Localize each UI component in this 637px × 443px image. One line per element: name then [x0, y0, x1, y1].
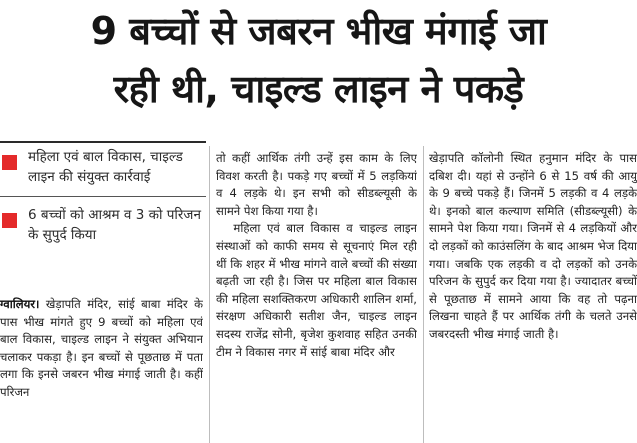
column-divider: [209, 146, 210, 443]
section-rule: [0, 141, 206, 143]
column-divider: [423, 146, 424, 443]
highlight-text: 6 बच्चों को आश्रम व 3 को परिजन के सुपुर्द किया: [28, 207, 201, 243]
headline-line-2: रही थी, चाइल्ड लाइन ने पकड़े: [113, 67, 524, 111]
highlight-text: महिला एवं बाल विकास, चाइल्ड लाइन की संयुक्त कार्रवाई: [28, 149, 183, 185]
dateline: ग्वालियर।: [0, 297, 40, 311]
article-text: खेड़ापति मंदिर, सांई बाबा मंदिर के पास भीख मांगते हुए 9 बच्चों को महिला एवं बाल विकास, चाइल्ड लाइन ने संयुक्त अभियान चलाकर पकड़ा है। इन बच्चों से पूछताछ में पता लगा कि इनसे जबरन भीख मंगाई जाती है। कहीं परिजन: [0, 297, 203, 399]
highlights-box: [0, 147, 206, 254]
highlight-item: [0, 147, 206, 187]
article-paragraph: तो कहीं आर्थिक तंगी उन्हें इस काम के लिए विवश करती है। पकड़े गए बच्चों में 5 लड़कियां व 4 लड़के थे। इन सभी को सीडब्ल्यूसी के सामने पेश किया गया है।: [216, 151, 417, 218]
article-column-1: [0, 296, 203, 443]
article-paragraph: खेड़ापति कॉलोनी स्थित हनुमान मंदिर के पास दबिश दी। यहां से उन्होंने 6 से 15 वर्ष की आयु के 9 बच्चे पकड़े हैं। जिनमें 5 लड़की व 4 लड़के थे। इनको बाल कल्याण समिति (सीडब्ल्यूसी) के सामने पेश किया गया। जिनमें से 4 लड़कियों और दो लड़कों को काउंसलिंग के बाद आश्रम भेज दिया गया। जबकि एक लड़की व दो लड़कों को उनके परिजन के सुपुर्द कर दिया गया है। ज्यादातर बच्चों से पूछताछ में सामने आया कि वह तो पढ़ना लिखना चाहते हैं पर आर्थिक तंगी के चलते उनसे जबरदस्ती भीख मंगाई जाती है।: [429, 151, 637, 341]
article-column-2: [216, 150, 417, 443]
headline: [0, 2, 637, 118]
red-square-bullet-icon: [2, 155, 17, 170]
highlight-divider: [0, 196, 206, 197]
headline-line-1: 9 बच्चों से जबरन भीख मंगाई जा: [90, 9, 547, 53]
article-paragraph: महिला एवं बाल विकास व चाइल्ड लाइन संस्थाओं को काफी समय से सूचनाएं मिल रही थीं कि शहर में भीख मांगने वाले बच्चों की संख्या बढ़ती जा रही है। जिस पर महिला बाल विकास की महिला सशक्तिकरण अधिकारी शालिन शर्मा, संरक्षण अधिकारी सतीश जैन, चाइल्ड लाइन सदस्य राजेंद्र सोनी, बृजेश कुशवाह सहित उनकी टीम ने विकास नगर में सांई बाबा मंदिर और: [216, 221, 417, 359]
red-square-bullet-icon: [2, 213, 17, 228]
article-column-3: [429, 150, 637, 443]
highlight-item: [0, 205, 206, 245]
